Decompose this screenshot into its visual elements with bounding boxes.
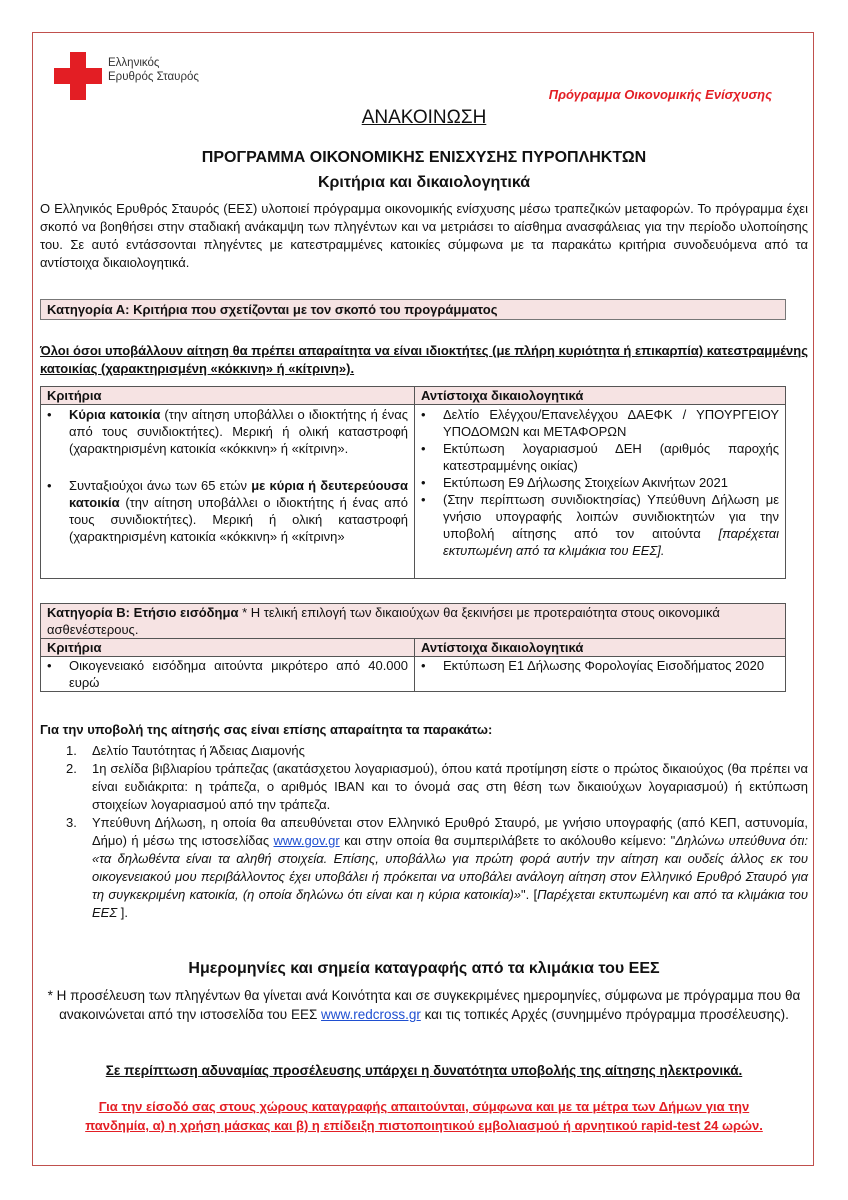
list-item (421, 491, 779, 559)
dates-paragraph (40, 986, 808, 1024)
logo-line2: Ερυθρός Σταυρός (108, 71, 199, 83)
criteria-cell (41, 657, 415, 692)
criterion-1-bold: Κύρια κατοικία (69, 407, 161, 422)
category-a-bar: Κατηγορία Α: Κριτήρια που σχετίζονται με τον σκοπό του προγράμματος (40, 299, 786, 320)
list-item (66, 760, 808, 814)
col-criteria-header: Κριτήρια (41, 387, 415, 405)
item-number: 2. (66, 761, 77, 776)
list-item (66, 814, 808, 922)
required-item-3-mid2: ". [ (521, 887, 538, 902)
income-criterion: Οικογενειακό εισόδημα αιτούντα μικρότερο από 40.000 ευρώ (69, 658, 408, 690)
list-item (47, 657, 408, 691)
bullet-icon: • (421, 475, 426, 490)
list-item (47, 406, 408, 457)
col-documents-header: Αντίστοιχα δικαιολογητικά (415, 387, 786, 405)
page-title: ΑΝΑΚΟΙΝΩΣΗ (361, 107, 487, 128)
sub-heading: Κριτήρια και δικαιολογητικά (317, 174, 531, 191)
list-item (421, 440, 779, 474)
required-item-3: Υπεύθυνη Δήλωση, η οποία θα απευθύνεται στον Ελληνικό Ερυθρό Σταυρό, με γνήσιο υπογραφής (από ΚΕΠ, αστυνομία, Δήμο) ή μέσω της ιστοσελίδας (92, 815, 808, 848)
logo-text (108, 56, 199, 84)
category-a-table (40, 386, 786, 579)
list-item (421, 474, 779, 491)
document-2: Εκτύπωση λογαριασμού ΔΕΗ (αριθμός παροχής κατεστραμμένης οικίας) (443, 441, 779, 473)
online-note: Σε περίπτωση αδυναμίας προσέλευσης υπάρχει η δυνατότητα υποβολής της αίτησης ηλεκτρονικά. (105, 1063, 743, 1078)
bullet-icon: • (421, 407, 426, 422)
bullet-icon: • (421, 658, 426, 673)
dates-heading: Ημερομηνίες και σημεία καταγραφής από τα κλιμάκια του ΕΕΣ (188, 960, 660, 977)
documents-cell (415, 405, 786, 579)
item-number: 3. (66, 815, 77, 830)
col-criteria-header: Κριτήρια (41, 639, 415, 657)
document-4-note: [παρέχεται εκτυπωμένη από τα κλιμάκια του ΕΕΣ]. (443, 526, 779, 558)
list-item (421, 406, 779, 440)
covid-warning (40, 1097, 808, 1135)
provided-note: Παρέχεται εκτυπωμένη και από τα κλιμάκια του ΕΕΣ (92, 887, 808, 920)
list-item (421, 657, 779, 674)
income-document: Εκτύπωση Ε1 Δήλωσης Φορολογίας Εισοδήματος 2020 (443, 658, 765, 673)
required-heading: Για την υποβολή της αίτησής σας είναι επίσης απαραίτητα τα παρακάτω: (40, 722, 493, 737)
col-documents-header: Αντίστοιχα δικαιολογητικά (415, 639, 786, 657)
required-item-3-end: ]. (117, 905, 128, 920)
covid-warning-line1: Για την είσοδό σας στους χώρους καταγραφής απαιτούνται, σύμφωνα και με τα μέτρα των Δήμων για την (98, 1099, 750, 1114)
criterion-2-pre: Συνταξιούχοι άνω των 65 ετών (69, 478, 252, 493)
declaration-text: Δηλώνω υπεύθυνα ότι: «τα δηλωθέντα είναι τα αληθή στοιχεία. Επίσης, υποβάλλω για πρώτη φορά αυτήν την αίτηση και ουδείς άλλος εκ του οικογενειακού μου περιβάλλοντος έχει υποβάλει ή πρόκειται να υποβάλει ανάλογη αίτηση στον Ελληνικό Ερυθρό Σταυρό για τη συγκεκριμένη κατοικία, (η οποία δηλώνω ότι είναι και η κύρια κατοικία)» (92, 833, 808, 902)
main-heading: ΠΡΟΓΡΑΜΜΑ ΟΙΚΟΝΟΜΙΚΗΣ ΕΝΙΣΧΥΣΗΣ ΠΥΡΟΠΛΗΚΤΩΝ (201, 149, 647, 166)
bullet-icon: • (47, 478, 52, 493)
item-number: 1. (66, 743, 77, 758)
bullet-icon: • (47, 658, 52, 673)
bullet-icon: • (47, 407, 52, 422)
required-item-3-mid: και στην οποία θα συμπεριλάβετε το ακόλουθο κείμενο: " (339, 833, 676, 848)
criterion-2-bold: με κύρια ή δευτερεύουσα κατοικία (69, 478, 409, 510)
bullet-icon: • (421, 492, 426, 507)
required-list (66, 742, 808, 922)
bullet-icon: • (421, 441, 426, 456)
category-b-title: Κατηγορία Β: Ετήσιο εισόδημα (47, 605, 239, 620)
criteria-cell (41, 405, 415, 579)
category-b-bar (41, 604, 786, 639)
redcross-link[interactable]: www.redcross.gr (321, 1007, 421, 1022)
document-3: Εκτύπωση Ε9 Δήλωσης Στοιχείων Ακινήτων 2021 (443, 475, 728, 490)
document-1: Δελτίο Ελέγχου/Επανελέγχου ΔΑΕΦΚ / ΥΠΟΥΡΓΕΙΟΥ ΥΠΟΔΟΜΩΝ και ΜΕΤΑΦΟΡΩΝ (443, 407, 779, 439)
intro-paragraph: Ο Ελληνικός Ερυθρός Σταυρός (ΕΕΣ) υλοποιεί πρόγραμμα οικονομικής ενίσχυσης μέσω τραπεζικών μεταφορών. Το πρόγραμμα έχει σκοπό να βοηθήσει στην σταδιακή ανάκαμψη των πληγέντων και να μετριάσει το αίσθημα ανασφάλειας για την περίοδο υλοποίησης του. Σε αυτό εντάσσονται πληγέντες με κατεστραμμένες κατοικίες σύμφωνα με τα παρακάτω κριτήρια συνοδευόμενα από τα αντίστοιχα δικαιολογητικά. (40, 201, 808, 270)
covid-warning-line2: πανδημία, α) η χρήση μάσκας και β) η επίδειξη πιστοποιητικού εμβολιασμού ή αρνητικού rapid-test 24 ωρών. (85, 1118, 763, 1133)
category-b-note: * Η τελική επιλογή των δικαιούχων θα ξεκινήσει με προτεραιότητα στους οικονομικά ασθενέστερους. (47, 605, 720, 637)
gov-gr-link[interactable]: www.gov.gr (273, 833, 340, 848)
dates-text: * Η προσέλευση των πληγέντων θα γίνεται ανά Κοινότητα και σε συγκεκριμένες ημερομηνίες, σύμφωνα με πρόγραμμα που θα ανακοινώνεται από την ιστοσελίδα του ΕΕΣ (47, 988, 801, 1022)
document-4: (Στην περίπτωση συνιδιοκτησίας) Υπεύθυνη Δήλωση με γνήσιο υπογραφής λοιπών συνιδιοκτητών για την υποβολή αίτησης από τον αιτούντα (443, 492, 779, 541)
red-cross-logo-icon (54, 52, 102, 100)
required-item-2: 1η σελίδα βιβλιαρίου τράπεζας (ακατάσχετου λογαριασμού), όπου κατά προτίμηση είστε ο πρώτος δικαιούχος (θα πρέπει να είναι ευδιάκριτα: η τράπεζα, ο αριθμός IBAN και το όνομά σας στη θέση των δικαιούχων λογαριασμού) ή εκτύπωση στοιχείων λογαριασμού από την τράπεζα. (92, 761, 808, 812)
ownership-note: Όλοι όσοι υποβάλλουν αίτηση θα πρέπει απαραίτητα να είναι ιδιοκτήτες (με πλήρη κυριότητα ή επικαρπία) κατεστραμμένης κατοικίας (χαρακτηρισμένη «κόκκινη» ή «κίτρινη»). (40, 343, 808, 376)
category-b-table (40, 603, 786, 692)
program-label: Πρόγραμμα Οικονομικής Ενίσχυσης (548, 87, 772, 102)
list-item (47, 477, 408, 545)
dates-text-end: και τις τοπικές Αρχές (συνημμένο πρόγραμμα προσέλευσης). (420, 1007, 789, 1022)
documents-cell (415, 657, 786, 692)
list-item (66, 742, 808, 760)
criterion-1-text: (την αίτηση υποβάλλει ο ιδιοκτήτης ή ένας από τους συνιδιοκτήτες). Μερική ή ολική καταστροφή (χαρακτηρισμένη κατοικία «κόκκινη» ή «κίτρινη». (69, 407, 408, 456)
criterion-2-text: (την αίτηση υποβάλλει ο ιδιοκτήτης ή ένας από τους συνιδιοκτήτες). Μερική ή ολική καταστροφή (χαρακτηρισμένη κατοικία «κόκκινη» ή «κίτρινη» (69, 495, 408, 544)
logo-line1: Ελληνικός (108, 57, 160, 69)
required-item-1: Δελτίο Ταυτότητας ή Άδειας Διαμονής (92, 743, 305, 758)
